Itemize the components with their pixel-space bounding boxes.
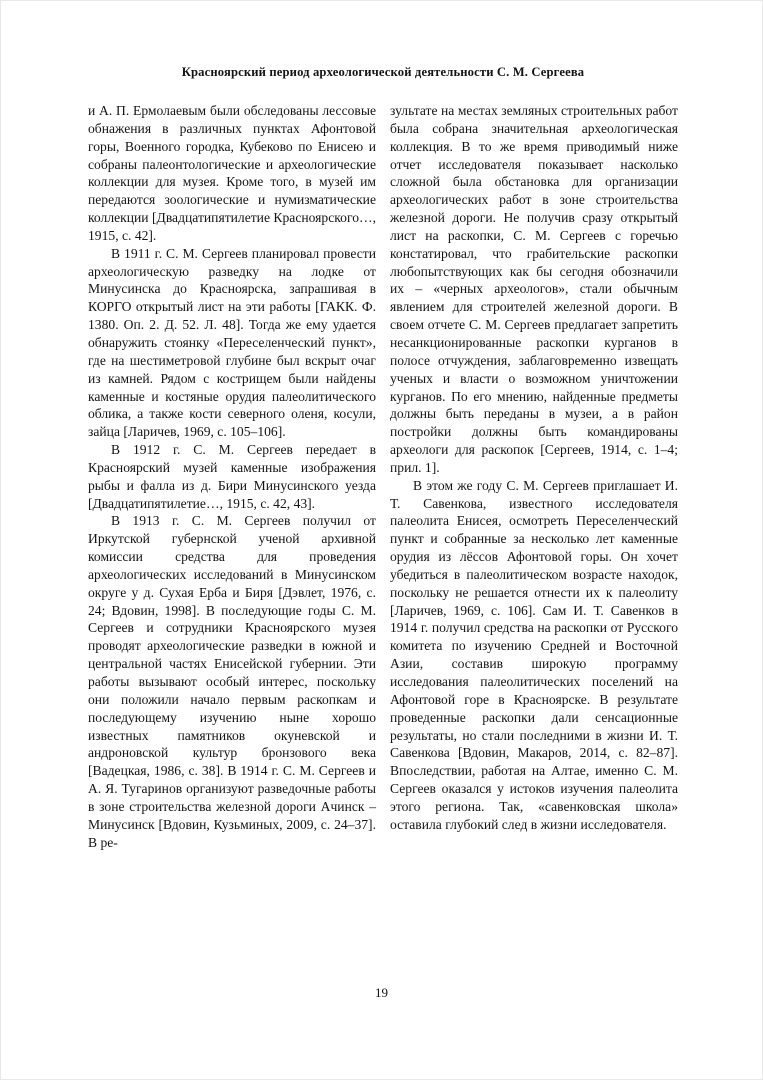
paragraph-continuation: зультате на местах земляных строительных работ была собрана значительная археологическая коллекция. В то же время приводимый ниже отчет исследователя показывает насколько сложной была обстановка для организации археологических работ в зоне строительства железной дороги. Не получив сразу открытый лист на раскопки, С. М. Сергеев с горечью констатировал, что грабительские раскопки любопытствующих как бы сегодня обозначили их – «черных археологов», стали обычным явлением для строителей железной дороги. В своем отчете С. М. Сергеев предлагает запретить несанкционированные раскопки курганов в полосе отчуждения, заблаговременно извещать ученых и власти о возможном уничтожении курганов. По его мнению, найденные предметы должны быть переданы в музеи, а в район постройки должны быть командированы археологи для раскопок [Сергеев, 1914, с. 1–4; прил. 1]. — [390, 103, 678, 475]
paragraph: В 1913 г. С. М. Сергеев получил от Иркутской губернской ученой архивной комиссии средства для проведения археологических исследований в Минусинском округе у д. Сухая Ерба и Биря [Дэвлет, 1976, с. 24; Вдовин, 1998]. В последующие годы С. М. Сергеев и сотрудники Красноярского музея проводят археологические разведки в южной и центральной частях Енисейской губернии. Эти работы вызывают особый интерес, поскольку они положили начало первым раскопкам и последующему изучению ныне хорошо известных памятников окуневской и андроновской культур бронзового века [Вадецкая, 1986, с. 38]. В 1914 г. С. М. Сергеев и А. Я. Тугаринов организуют разведочные работы в зоне строительства железной дороги Ачинск – Минусинск [Вдовин, Кузьминых, 2009, с. 24–37]. В ре- — [88, 513, 376, 850]
left-column — [88, 102, 376, 851]
paragraph: В 1912 г. С. М. Сергеев передает в Красноярский музей каменные изображения рыбы и фалла из д. Бири Минусинского уезда [Двадцатипятилетие…, 1915, с. 42, 43]. — [88, 442, 376, 511]
right-column — [390, 102, 678, 851]
text-columns — [88, 102, 678, 851]
page-number: 19 — [375, 985, 388, 1000]
paragraph: В этом же году С. М. Сергеев приглашает И. Т. Савенкова, известного исследователя палеолита Енисея, осмотреть Переселенческий пункт и собранные за несколько лет каменные орудия из лёссов Афонтовой горы. Он хочет убедиться в палеолитическом возрасте находок, поскольку не решается отнести их к палеолиту [Ларичев, 1969, с. 106]. Сам И. Т. Савенков в 1914 г. получил средства на раскопки от Русского комитета по изучению Средней и Восточной Азии, составив широкую программу исследования палеолитических поселений на Афонтовой горе в Красноярске. В результате проведенные раскопки дали сенсационные результаты, но стали последними в жизни И. Т. Савенкова [Вдовин, Макаров, 2014, с. 82–87]. Впоследствии, работая на Алтае, именно С. М. Сергеев оказался у истоков изучения палеолита этого региона. Так, «савенковская школа» оставила глубокий след в жизни исследователя. — [390, 477, 678, 832]
paragraph: В 1911 г. С. М. Сергеев планировал провести археологическую разведку на лодке от Минусинска до Красноярска, запрашивая в КОРГО открытый лист на эти работы [ГАКК. Ф. 1380. Оп. 2. Д. 52. Л. 48]. Тогда же ему удается обнаружить стоянку «Переселенческий пункт», где на шестиметровой глубине был вскрыт очаг из камней. Рядом с кострищем были найдены каменные и костяные орудия палеолитического облика, а также кости северного оленя, косули, зайца [Ларичев, 1969, с. 105–106]. — [88, 245, 376, 440]
running-head-title: Красноярский период археологической деятельности С. М. Сергеева — [181, 65, 585, 79]
paragraph-continuation: и А. П. Ермолаевым были обследованы лессовые обнажения в различных пунктах Афонтовой горы, Военного городка, Кубеково по Енисею и собраны палеонтологические и археологические коллекции для музея. Кроме того, в музей им передаются зоологические и нумизматические коллекции [Двадцатипятилетие Красноярского…, 1915, с. 42]. — [88, 103, 376, 243]
